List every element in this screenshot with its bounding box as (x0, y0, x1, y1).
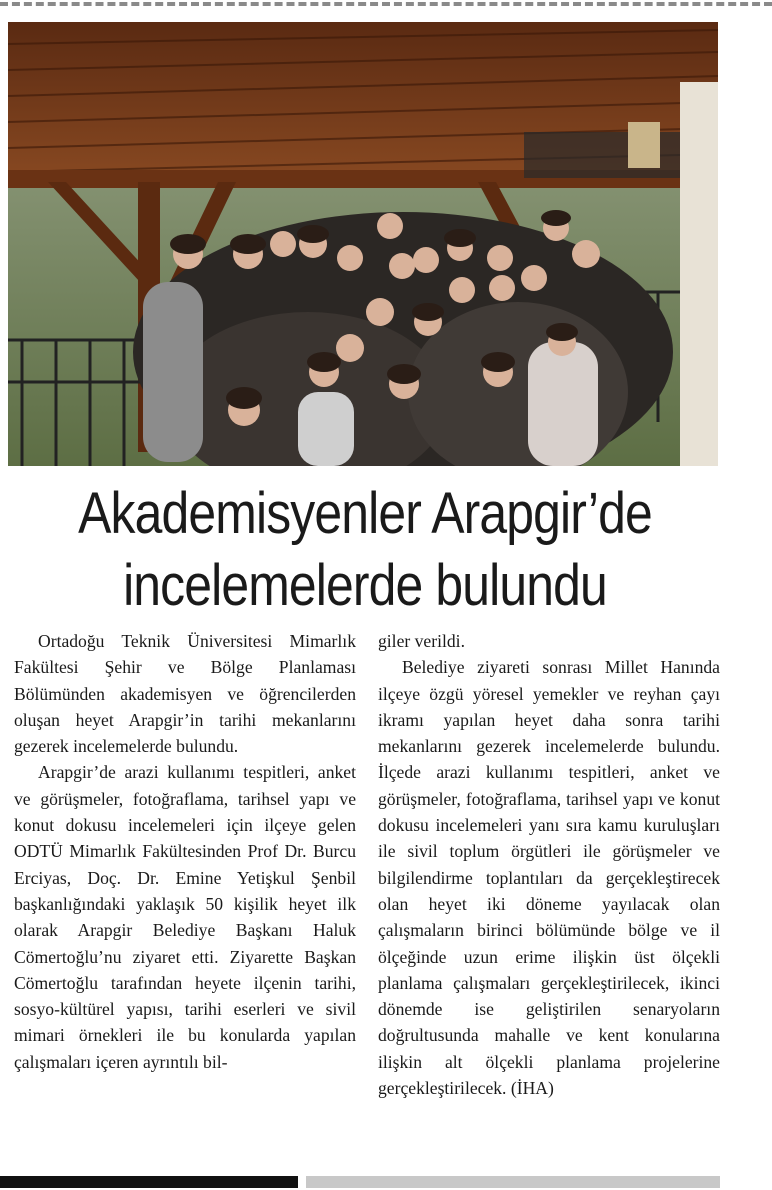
group-photo (8, 22, 718, 466)
article-paragraph: Belediye ziyareti sonrası Millet Hanında ilçeye özgü yöresel yemekler ve reyhan çayı ikramı yapılan heyet daha sonra tarihi mekanlarını gezerek incelemelerde bulundu. İlçede arazi kullanımı tespitleri, anket ve görüşmeler, fotoğraflama, tarihsel yapı ve konut dokusu incelemeleri yanı sıra kamu kuruluşları ile sivil toplum örgütleri ile görüşmeler ve bilgilendirme toplantıları da gerçekleştirecek olan heyet iki döneme yayılacak olan çalışmaların birinci bölümünde bölge ve il ölçeğinde uzun erime ilişkin üst ölçekli planlama çalışmaları gerçekleştirilecek, ikinci dönemde ise geliştirilen senaryoların doğrultusunda mahalle ve kent konularına ilişkin alt ölçekli planlama projelerine gerçekleştirilecek. (İHA) (378, 657, 720, 1099)
bottom-bar-dark (0, 1176, 298, 1188)
top-dashed-rule (0, 2, 772, 6)
headline-line-1: Akademisyenler Arapgir’de (78, 481, 652, 546)
group-photo-illustration (8, 22, 718, 466)
bottom-bar-light (306, 1176, 720, 1188)
article-column-right (378, 628, 720, 1101)
article-paragraph: giler verildi. (378, 631, 465, 651)
headline-line-2: incelemelerde bulundu (123, 553, 607, 618)
article-column-left (14, 628, 356, 1075)
article-paragraph: Ortadoğu Teknik Üniversitesi Mimarlık Fakültesi Şehir ve Bölge Planlaması Bölümünden akademisyen ve öğrencilerden oluşan heyet Arapgir’in tarihi mekanlarını gezerek incelemelerde bulundu. (14, 631, 356, 757)
headline (51, 478, 679, 622)
article-paragraph: Arapgir’de arazi kullanımı tespitleri, anket ve görüşmeler, fotoğraflama, tarihsel yapı ve konut dokusu incelemeleri için ilçeye gelen ODTÜ Mimarlık Fakültesinden Prof Dr. Burcu Erciyas, Doç. Dr. Emine Yetişkul Şenbil başkanlığındaki yaklaşık 50 kişilik heyet ilk olarak Arapgir Belediye Başkanı Haluk Cömertoğlu’nu ziyaret etti. Ziyarette Başkan Cömertoğlu tarafından heyete ilçenin tarihi, sosyo-kültürel yapısı, tarihi eserleri ve sivil mimari örnekleri ile bu konularda yapılan çalışmaları içeren ayrıntılı bil- (14, 762, 356, 1072)
